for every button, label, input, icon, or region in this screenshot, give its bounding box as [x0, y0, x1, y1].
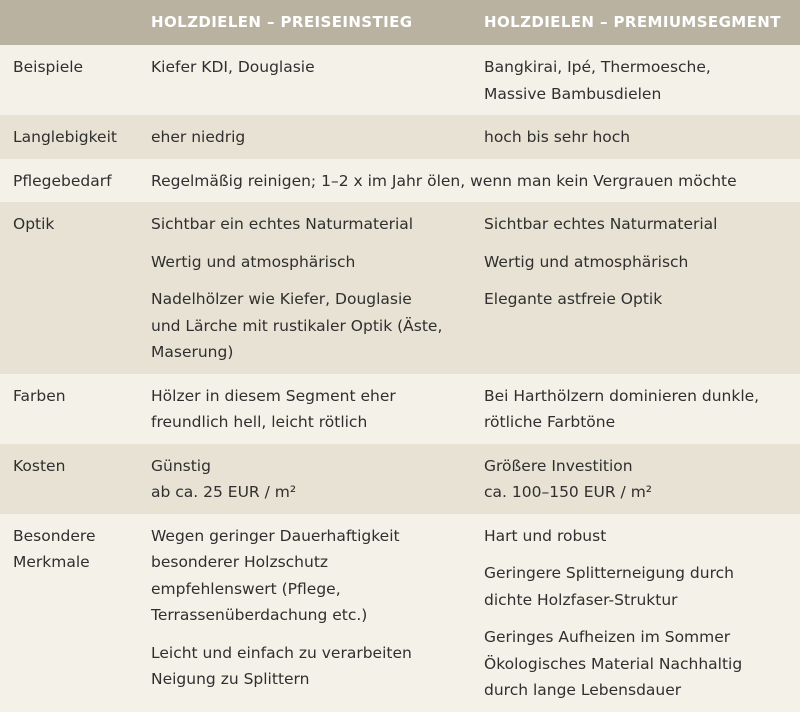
cell-paragraph: Günstig ab ca. 25 EUR / m²: [151, 456, 297, 501]
cell-paragraph: Wertig und atmosphärisch: [151, 252, 356, 271]
row-label-text: Pflegebedarf: [13, 171, 112, 190]
cell-text: Regelmäßig reinigen; 1–2 x im Jahr ölen, wenn man kein Vergrauen möchte: [151, 171, 737, 190]
cell-paragraph: Hölzer in diesem Segment eher freundlich hell, leicht rötlich: [151, 386, 396, 431]
cell-paragraph: Geringes Aufheizen im Sommer Ökologisches Material Nachhaltig durch lange Lebensdauer: [484, 628, 743, 699]
row-label: [0, 514, 138, 712]
row-label: [0, 444, 138, 514]
cell-paragraph: Wegen geringer Dauerhaftigkeit besonderer Holzschutz empfehlenswert (Pflege, Terrassenüberdachung etc.): [151, 526, 400, 624]
row-label: [0, 115, 138, 159]
cell-premiumsegment: [471, 202, 800, 374]
table-body: [0, 45, 800, 712]
cell-paragraph: Leicht und einfach zu verarbeiten Neigung zu Splittern: [151, 643, 412, 688]
row-label: [0, 159, 138, 203]
cell-paragraph: Größere Investition ca. 100–150 EUR / m²: [484, 456, 653, 501]
cell-preiseinstieg: [138, 45, 471, 115]
table-row: [0, 514, 800, 712]
cell-paragraph: Bangkirai, Ipé, Thermoesche, Massive Bambusdielen: [484, 58, 711, 103]
merged-cell: [138, 159, 800, 203]
cell-paragraph: hoch bis sehr hoch: [484, 128, 631, 146]
header-cell-premiumsegment: HOLZDIELEN – PREMIUMSEGMENT: [471, 0, 800, 45]
cell-preiseinstieg: [138, 514, 471, 712]
cell-paragraph: Wertig und atmosphärisch: [484, 252, 689, 271]
header-cell-preiseinstieg: HOLZDIELEN – PREISEINSTIEG: [138, 0, 471, 45]
table-row: [0, 115, 800, 159]
row-label-text: Farben: [13, 386, 66, 405]
cell-premiumsegment: [471, 115, 800, 159]
row-label: [0, 374, 138, 444]
cell-premiumsegment: [471, 374, 800, 444]
cell-paragraph: Sichtbar ein echtes Naturmaterial: [151, 215, 414, 233]
cell-premiumsegment: [471, 514, 800, 712]
row-label-text: Langlebigkeit: [13, 128, 117, 146]
table-row: [0, 45, 800, 115]
table-row: [0, 444, 800, 514]
cell-paragraph: Geringere Splitterneigung durch dichte Holzfaser-Struktur: [484, 564, 734, 609]
cell-paragraph: Kiefer KDI, Douglasie: [151, 58, 315, 76]
row-label-text: Optik: [13, 215, 55, 233]
header-cell-empty: [0, 0, 138, 45]
table-row: [0, 374, 800, 444]
cell-premiumsegment: [471, 444, 800, 514]
row-label-text: Kosten: [13, 456, 66, 475]
cell-preiseinstieg: [138, 202, 471, 374]
table-row: [0, 202, 800, 374]
cell-preiseinstieg: [138, 374, 471, 444]
cell-premiumsegment: [471, 45, 800, 115]
cell-paragraph: Bei Harthölzern dominieren dunkle, rötliche Farbtöne: [484, 386, 760, 431]
row-label-text: Besondere Merkmale: [13, 526, 96, 571]
row-label-text: Beispiele: [13, 58, 84, 76]
table-row: [0, 159, 800, 203]
cell-paragraph: Sichtbar echtes Naturmaterial: [484, 215, 718, 233]
row-label: [0, 45, 138, 115]
cell-paragraph: Hart und robust: [484, 526, 607, 545]
cell-paragraph: Nadelhölzer wie Kiefer, Douglasie und Lärche mit rustikaler Optik (Äste, Maserung): [151, 290, 443, 361]
cell-preiseinstieg: [138, 115, 471, 159]
cell-paragraph: eher niedrig: [151, 128, 246, 146]
cell-preiseinstieg: [138, 444, 471, 514]
row-label: [0, 202, 138, 374]
cell-paragraph: Elegante astfreie Optik: [484, 290, 663, 308]
header-row: [0, 0, 800, 45]
